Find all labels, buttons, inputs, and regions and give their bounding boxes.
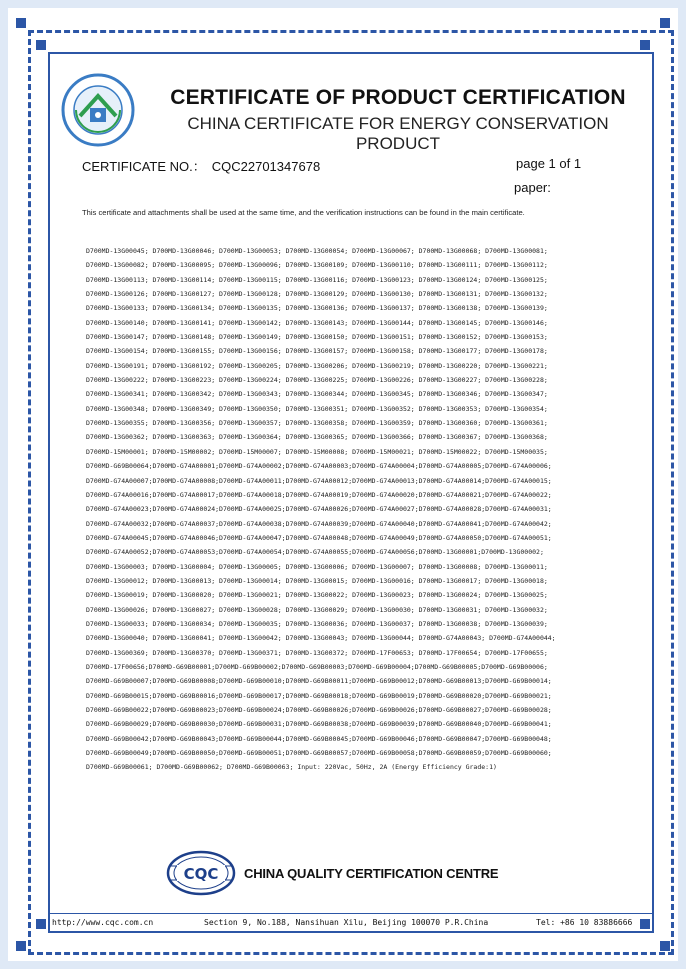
corner-mark (660, 18, 670, 28)
corner-mark (36, 919, 46, 929)
footer-telephone: Tel: +86 10 83886666 (536, 918, 633, 927)
model-line: D700MD-13G00341; D700MD-13G00342; D700MD-13G00343; D700MD-13G00344; D700MD-13G00345; D700MD-13G00346; D700MD-13G00347; (86, 390, 548, 399)
corner-mark (16, 941, 26, 951)
certificate-number-value: CQC22701347678 (211, 159, 321, 174)
certificate-sheet (8, 8, 678, 961)
model-line: D700MD-13G00191; D700MD-13G00192; D700MD-13G00205; D700MD-13G00206; D700MD-13G00219; D700MD-13G00220; D700MD-13G00221; (86, 361, 548, 370)
usage-notice: This certificate and attachments shall be used at the same time, and the verification instructions can be found in the main certificate. (82, 208, 525, 217)
model-line: D700MD-G69B00029;D700MD-G69B00030;D700MD-G69B00031;D700MD-G69B00038;D700MD-G69B00039;D700MD-G69B00040;D700MD-G69B00041; (86, 720, 552, 729)
model-line: D700MD-13G00133; D700MD-13G00134; D700MD-13G00135; D700MD-13G00136; D700MD-13G00137; D700MD-13G00138; D700MD-13G00139; (86, 304, 548, 313)
model-line: D700MD-13G00348; D700MD-13G00349; D700MD-13G00350; D700MD-13G00351; D700MD-13G00352; D700MD-13G00353; D700MD-13G00354; (86, 404, 548, 413)
model-line: D700MD-G74A00023;D700MD-G74A00024;D700MD-G74A00025;D700MD-G74A00026;D700MD-G74A00027;D700MD-G74A00028;D700MD-G74A00031; (86, 505, 552, 514)
certificate-number-label: CERTIFICATE NO.： (82, 159, 206, 174)
model-line: D700MD-13G00126; D700MD-13G00127; D700MD-13G00128; D700MD-13G00129; D700MD-13G00130; D700MD-13G00131; D700MD-13G00132; (86, 290, 548, 299)
corner-mark (640, 40, 650, 50)
certificate-subtitle: CHINA CERTIFICATE FOR ENERGY CONSERVATION PRODUCT (187, 114, 609, 153)
model-line: D700MD-G69B00064;D700MD-G74A00001;D700MD-G74A00002;D700MD-G74A00003;D700MD-G74A00004;D700MD-G74A00005;D700MD-G74A00006; (86, 462, 552, 471)
model-line: D700MD-13G00140; D700MD-13G00141; D700MD-13G00142; D700MD-13G00143; D700MD-13G00144; D700MD-13G00145; D700MD-13G00146; (86, 318, 548, 327)
model-line: D700MD-13G00147; D700MD-13G00148; D700MD-13G00149; D700MD-13G00150; D700MD-13G00151; D700MD-13G00152; D700MD-13G00153; (86, 333, 548, 342)
model-line: D700MD-G69B00049;D700MD-G69B00050;D700MD-G69B00051;D700MD-G69B00057;D700MD-G69B00058;D700MD-G69B00059;D700MD-G69B00060; (86, 749, 552, 758)
certificate-title: CERTIFICATE OF PRODUCT CERTIFICATION (170, 86, 626, 109)
model-line: D700MD-13G00045; D700MD-13G00046; D700MD-13G00053; D700MD-13G00054; D700MD-13G00067; D700MD-13G00068; D700MD-13G00081; (86, 247, 548, 255)
model-line: D700MD-13G00355; D700MD-13G00356; D700MD-13G00357; D700MD-13G00358; D700MD-13G00359; D700MD-13G00360; D700MD-13G00361; (86, 419, 548, 428)
model-line: D700MD-G69B00007;D700MD-G69B00008;D700MD-G69B00010;D700MD-G69B00011;D700MD-G69B00012;D700MD-G69B00013;D700MD-G69B00014; (86, 677, 552, 686)
certificate-number (82, 156, 320, 175)
model-line: D700MD-13G00026; D700MD-13G00027; D700MD-13G00028; D700MD-13G00029; D700MD-13G00030; D700MD-13G00031; D700MD-13G00032; (86, 605, 548, 614)
footer-website: http://www.cqc.com.cn (52, 918, 154, 927)
model-line: D700MD-17F00656;D700MD-G69B00001;D700MD-G69B00002;D700MD-G69B00003;D700MD-G69B00004;D700MD-G69B00005;D700MD-G69B00006; (86, 662, 548, 671)
cqc-logo-icon (166, 850, 236, 896)
model-line: D700MD-13G00362; D700MD-13G00363; D700MD-13G00364; D700MD-13G00365; D700MD-13G00366; D700MD-13G00367; D700MD-13G00368; (86, 433, 548, 442)
model-line: D700MD-13G00113; D700MD-13G00114; D700MD-13G00115; D700MD-13G00116; D700MD-13G00123; D700MD-13G00124; D700MD-13G00125; (86, 275, 548, 284)
model-line: D700MD-13G00019; D700MD-13G00020; D700MD-13G00021; D700MD-13G00022; D700MD-13G00023; D700MD-13G00024; D700MD-13G00025; (86, 591, 548, 600)
footer-organization-name: CHINA QUALITY CERTIFICATION CENTRE (244, 866, 499, 881)
model-line: D700MD-G74A00016;D700MD-G74A00017;D700MD-G74A00018;D700MD-G74A00019;D700MD-G74A00020;D700MD-G74A00021;D700MD-G74A00022; (86, 490, 552, 499)
corner-mark (660, 941, 670, 951)
footer-divider (48, 913, 654, 914)
corner-mark (16, 18, 26, 28)
corner-mark (36, 40, 46, 50)
model-line: D700MD-13G00222; D700MD-13G00223; D700MD-13G00224; D700MD-13G00225; D700MD-13G00226; D700MD-13G00227; D700MD-13G00228; (86, 376, 548, 385)
energy-conservation-seal-icon (60, 72, 136, 148)
certificate-header (60, 66, 650, 153)
model-line: D700MD-G69B00042;D700MD-G69B00043;D700MD-G69B00044;D700MD-G69B00045;D700MD-G69B00046;D700MD-G69B00047;D700MD-G69B00048; (86, 734, 552, 743)
model-line: D700MD-13G00033; D700MD-13G00034; D700MD-13G00035; D700MD-13G00036; D700MD-13G00037; D700MD-13G00038; D700MD-13G00039; (86, 619, 548, 628)
model-line: D700MD-G74A00052;D700MD-G74A00053;D700MD-G74A00054;D700MD-G74A00055;D700MD-G74A00056;D700MD-13G00001;D700MD-13G00002; (86, 548, 544, 557)
model-line: D700MD-G74A00045;D700MD-G74A00046;D700MD-G74A00047;D700MD-G74A00048;D700MD-G74A00049;D700MD-G74A00050;D700MD-G74A00051; (86, 533, 552, 542)
model-line: D700MD-13G00082; D700MD-13G00095; D700MD-13G00096; D700MD-13G00109; D700MD-13G00110; D700MD-13G00111; D700MD-13G00112; (86, 261, 548, 270)
model-line: D700MD-13G00003; D700MD-13G00004; D700MD-13G00005; D700MD-13G00006; D700MD-13G00007; D700MD-13G00008; D700MD-13G00011; (86, 562, 548, 571)
corner-mark (640, 919, 650, 929)
page-indicator: page 1 of 1 (516, 156, 582, 171)
model-line: D700MD-15M00001; D700MD-15M00002; D700MD-15M00007; D700MD-15M00008; D700MD-15M00021; D700MD-15M00022; D700MD-15M00035; (86, 447, 548, 456)
cqc-logo-text: CQC (183, 865, 219, 883)
paper-label: paper: (514, 180, 551, 195)
model-line: D700MD-13G00012; D700MD-13G00013; D700MD-13G00014; D700MD-13G00015; D700MD-13G00016; D700MD-13G00017; D700MD-13G00018; (86, 576, 548, 585)
model-line: D700MD-G69B00061; D700MD-G69B00062; D700MD-G69B00063; Input: 220Vac, 50Hz, 2A (Energy Efficiency Grade:1) (86, 763, 497, 772)
model-line: D700MD-G69B00015;D700MD-G69B00016;D700MD-G69B00017;D700MD-G69B00018;D700MD-G69B00019;D700MD-G69B00020;D700MD-G69B00021; (86, 691, 552, 700)
model-line: D700MD-13G00154; D700MD-13G00155; D700MD-13G00156; D700MD-13G00157; D700MD-13G00158; D700MD-13G00177; D700MD-13G00178; (86, 347, 548, 356)
model-line: D700MD-G74A00032;D700MD-G74A00037;D700MD-G74A00038;D700MD-G74A00039;D700MD-G74A00040;D700MD-G74A00041;D700MD-G74A00042; (86, 519, 552, 528)
model-line: D700MD-G69B00022;D700MD-G69B00023;D700MD-G69B00024;D700MD-G69B00026;D700MD-G69B00026;D700MD-G69B00027;D700MD-G69B00028; (86, 706, 552, 714)
model-line: D700MD-13G00040; D700MD-13G00041; D700MD-13G00042; D700MD-13G00043; D700MD-13G00044; D700MD-G74A00043; D700MD-G74A00044; (86, 634, 556, 643)
model-line: D700MD-G74A00007;D700MD-G74A00008;D700MD-G74A00011;D700MD-G74A00012;D700MD-G74A00013;D700MD-G74A00014;D700MD-G74A00015; (86, 476, 552, 485)
footer-address: Section 9, No.188, Nansihuan Xilu, Beijing 100070 P.R.China (204, 918, 489, 927)
model-list (86, 244, 646, 775)
model-line: D700MD-13G00369; D700MD-13G00370; D700MD-13G00371; D700MD-13G00372; D700MD-17F00653; D700MD-17F00654; D700MD-17F00655; (86, 648, 548, 657)
